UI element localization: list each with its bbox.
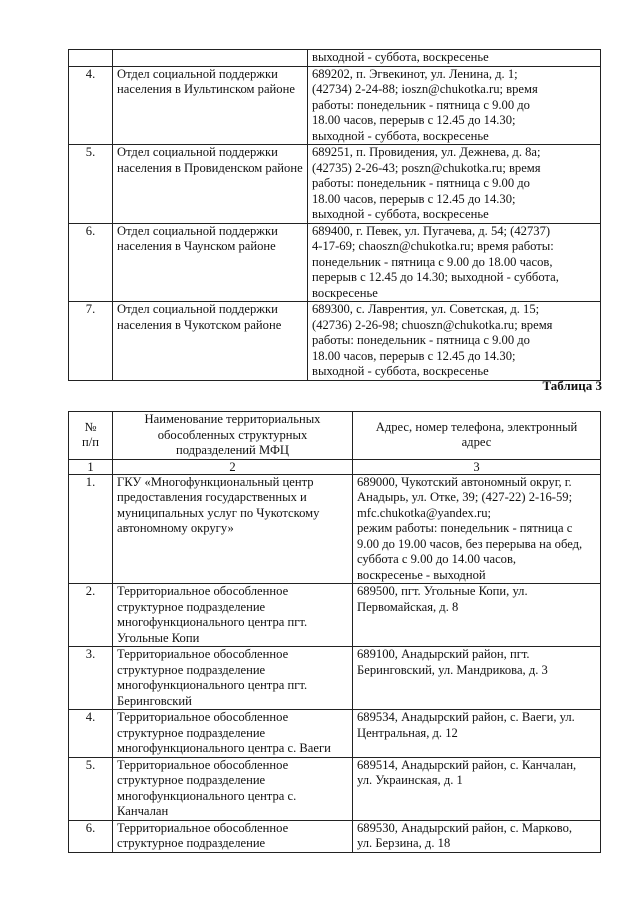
cell-line: населения в Чукотском районе [117, 317, 282, 332]
cell-line: структурное подразделение [117, 725, 266, 740]
cell-line: населения в Провиденском районе [117, 160, 303, 175]
mfc-info [353, 584, 601, 647]
cell-line: населения в Чаунском районе [117, 239, 276, 253]
cell-line: работы: понедельник - пятница с 9.00 до [312, 176, 530, 190]
cell-line: 4-17-69; chaoszn@chukotka.ru; время работы: [312, 239, 554, 253]
cell-line: 689530, Анадырский район, с. Марково, [357, 820, 573, 835]
cell-line: автономному округу» [117, 521, 234, 535]
office-info [308, 302, 601, 381]
cell-line: Территориальное обособленное [117, 757, 289, 772]
cell-line: ул. Берзина, д. 18 [357, 836, 451, 850]
mfc-name [113, 584, 353, 647]
table-row [69, 584, 601, 647]
row-number: 4. [69, 66, 113, 145]
table-row [69, 145, 601, 224]
mfc-info [353, 757, 601, 820]
column-index-row [69, 459, 601, 474]
cell-line: mfc.chukotka@yandex.ru; [357, 505, 491, 520]
office-name [113, 302, 308, 381]
cell-line: п/п [82, 435, 99, 450]
table-row [69, 50, 601, 67]
cell-line: многофункционального центра пгт. [117, 678, 308, 692]
cell-line: 689300, с. Лаврентия, ул. Советская, д. 15; [312, 302, 540, 316]
mfc-table [68, 411, 601, 853]
header-name [113, 412, 353, 460]
cell-line: структурное подразделение [117, 599, 266, 614]
cell-line: предоставления государственных и [117, 490, 307, 504]
header-row [69, 412, 601, 460]
row-number: 2. [69, 584, 113, 647]
office-info [308, 145, 601, 224]
cell-line: 9.00 до 19.00 часов, без перерыва на обед, [357, 536, 583, 551]
row-number: 3. [69, 647, 113, 710]
table-row [69, 820, 601, 852]
cell-line: Отдел социальной поддержки [117, 145, 278, 159]
cell-line: Беринговский, ул. Мандрикова, д. 3 [357, 662, 548, 677]
cell-line: адрес [461, 435, 492, 450]
cell-line: выходной - суббота, воскресенье [312, 50, 489, 64]
mfc-name [113, 647, 353, 710]
cell-line: Отдел социальной поддержки [117, 302, 278, 316]
table-row [69, 647, 601, 710]
cell-line: (42734) 2-24-88; ioszn@chukotka.ru; время [312, 82, 538, 96]
table-row [69, 302, 601, 381]
mfc-info [353, 710, 601, 758]
row-number: 6. [69, 223, 113, 302]
mfc-name [113, 710, 353, 758]
cell-line: многофункционального центра с. Ваеги [117, 741, 331, 755]
row-number [69, 50, 113, 67]
table-row [69, 223, 601, 302]
column-index: 1 [69, 459, 113, 474]
offices-table [68, 49, 601, 381]
cell-line: 689100, Анадырский район, пгт. [357, 647, 530, 661]
mfc-info [353, 647, 601, 710]
column-index: 2 [113, 459, 353, 474]
cell-line: выходной - суббота, воскресенье [312, 128, 489, 143]
cell-line: Территориальное обособленное [117, 820, 289, 835]
office-name [113, 223, 308, 302]
cell-line: работы: понедельник - пятница с 9.00 до [312, 97, 530, 112]
row-number: 4. [69, 710, 113, 758]
office-info [308, 50, 601, 67]
cell-line: 689202, п. Эгвекинот, ул. Ленина, д. 1; [312, 66, 518, 81]
office-name [113, 66, 308, 145]
row-number: 1. [69, 474, 113, 584]
cell-line: воскресенье - выходной [357, 567, 486, 582]
mfc-table-body [69, 412, 601, 853]
table-3-title: Таблица 3 [542, 378, 602, 393]
cell-line: Отдел социальной поддержки [117, 223, 278, 238]
cell-line: 689400, г. Певек, ул. Пугачева, д. 54; (42737) [312, 223, 551, 238]
cell-line: выходной - суббота, воскресенье [312, 207, 489, 221]
cell-line: Анадырь, ул. Отке, 39; (427-22) 2-16-59; [357, 490, 573, 504]
row-number: 5. [69, 757, 113, 820]
cell-line: воскресенье [312, 285, 378, 300]
cell-line: структурное подразделение [117, 773, 266, 787]
cell-line: подразделений МФЦ [175, 443, 290, 457]
mfc-info [353, 474, 601, 584]
cell-line: ул. Украинская, д. 1 [357, 773, 463, 787]
cell-line: 689514, Анадырский район, с. Канчалан, [357, 757, 577, 772]
cell-line: обособленных структурных [157, 427, 308, 442]
cell-line: населения в Иультинском районе [117, 82, 295, 96]
cell-line: многофункционального центра пгт. [117, 615, 308, 629]
table-row [69, 474, 601, 584]
header-num [69, 412, 113, 460]
cell-line: Отдел социальной поддержки [117, 66, 278, 81]
office-info [308, 66, 601, 145]
cell-line: (42735) 2-26-43; poszn@chukotka.ru; время [312, 160, 541, 175]
cell-line: Беринговский [117, 693, 192, 708]
cell-line: работы: понедельник - пятница с 9.00 до [312, 333, 530, 347]
table-row [69, 66, 601, 145]
cell-line: 18.00 часов, перерыв с 12.45 до 14.30; [312, 191, 516, 206]
mfc-name [113, 474, 353, 584]
cell-line: Территориальное обособленное [117, 647, 289, 661]
cell-line: Территориальное обособленное [117, 584, 289, 598]
mfc-name [113, 757, 353, 820]
cell-line: структурное подразделение [117, 662, 266, 677]
cell-line: 689251, п. Провидения, ул. Дежнева, д. 8а; [312, 145, 541, 159]
cell-line: № [84, 419, 97, 434]
office-name [113, 50, 308, 67]
cell-line: (42736) 2-26-98; chuoszn@chukotka.ru; время [312, 317, 553, 332]
cell-line: 689000, Чукотский автономный округ, г. [357, 474, 572, 489]
mfc-name [113, 820, 353, 852]
cell-line: Наименование территориальных [144, 412, 321, 426]
office-info [308, 223, 601, 302]
cell-line: Центральная, д. 12 [357, 725, 458, 740]
cell-line: 18.00 часов, перерыв с 12.45 до 14.30; [312, 113, 516, 127]
row-number: 7. [69, 302, 113, 381]
cell-line: 18.00 часов, перерыв с 12.45 до 14.30; [312, 348, 516, 363]
table-row [69, 757, 601, 820]
cell-line: Первомайская, д. 8 [357, 599, 459, 614]
office-name [113, 145, 308, 224]
cell-line: Канчалан [117, 804, 169, 818]
cell-line: режим работы: понедельник - пятница с [357, 521, 573, 535]
mfc-info [353, 820, 601, 852]
cell-line: Угольные Копи [117, 630, 200, 645]
table-row [69, 710, 601, 758]
cell-line: многофункционального центра с. [117, 788, 297, 803]
cell-line: выходной - суббота, воскресенье [312, 364, 489, 378]
offices-table-body [69, 50, 601, 381]
cell-line: понедельник - пятница с 9.00 до 18.00 часов, [312, 254, 553, 269]
cell-line: суббота с 9.00 до 14.00 часов, [357, 552, 517, 566]
row-number: 5. [69, 145, 113, 224]
cell-line: 689500, пгт. Угольные Копи, ул. [357, 584, 528, 598]
cell-line: Адрес, номер телефона, электронный [375, 419, 578, 434]
cell-line: муниципальных услуг по Чукотскому [117, 505, 320, 520]
cell-line: Территориальное обособленное [117, 710, 289, 724]
cell-line: ГКУ «Многофункциональный центр [117, 474, 314, 489]
cell-line: 689534, Анадырский район, с. Ваеги, ул. [357, 710, 575, 724]
cell-line: перерыв с 12.45 до 14.30; выходной - суббота, [312, 270, 559, 284]
column-index: 3 [353, 459, 601, 474]
row-number: 6. [69, 820, 113, 852]
header-info [353, 412, 601, 460]
cell-line: структурное подразделение [117, 836, 266, 850]
